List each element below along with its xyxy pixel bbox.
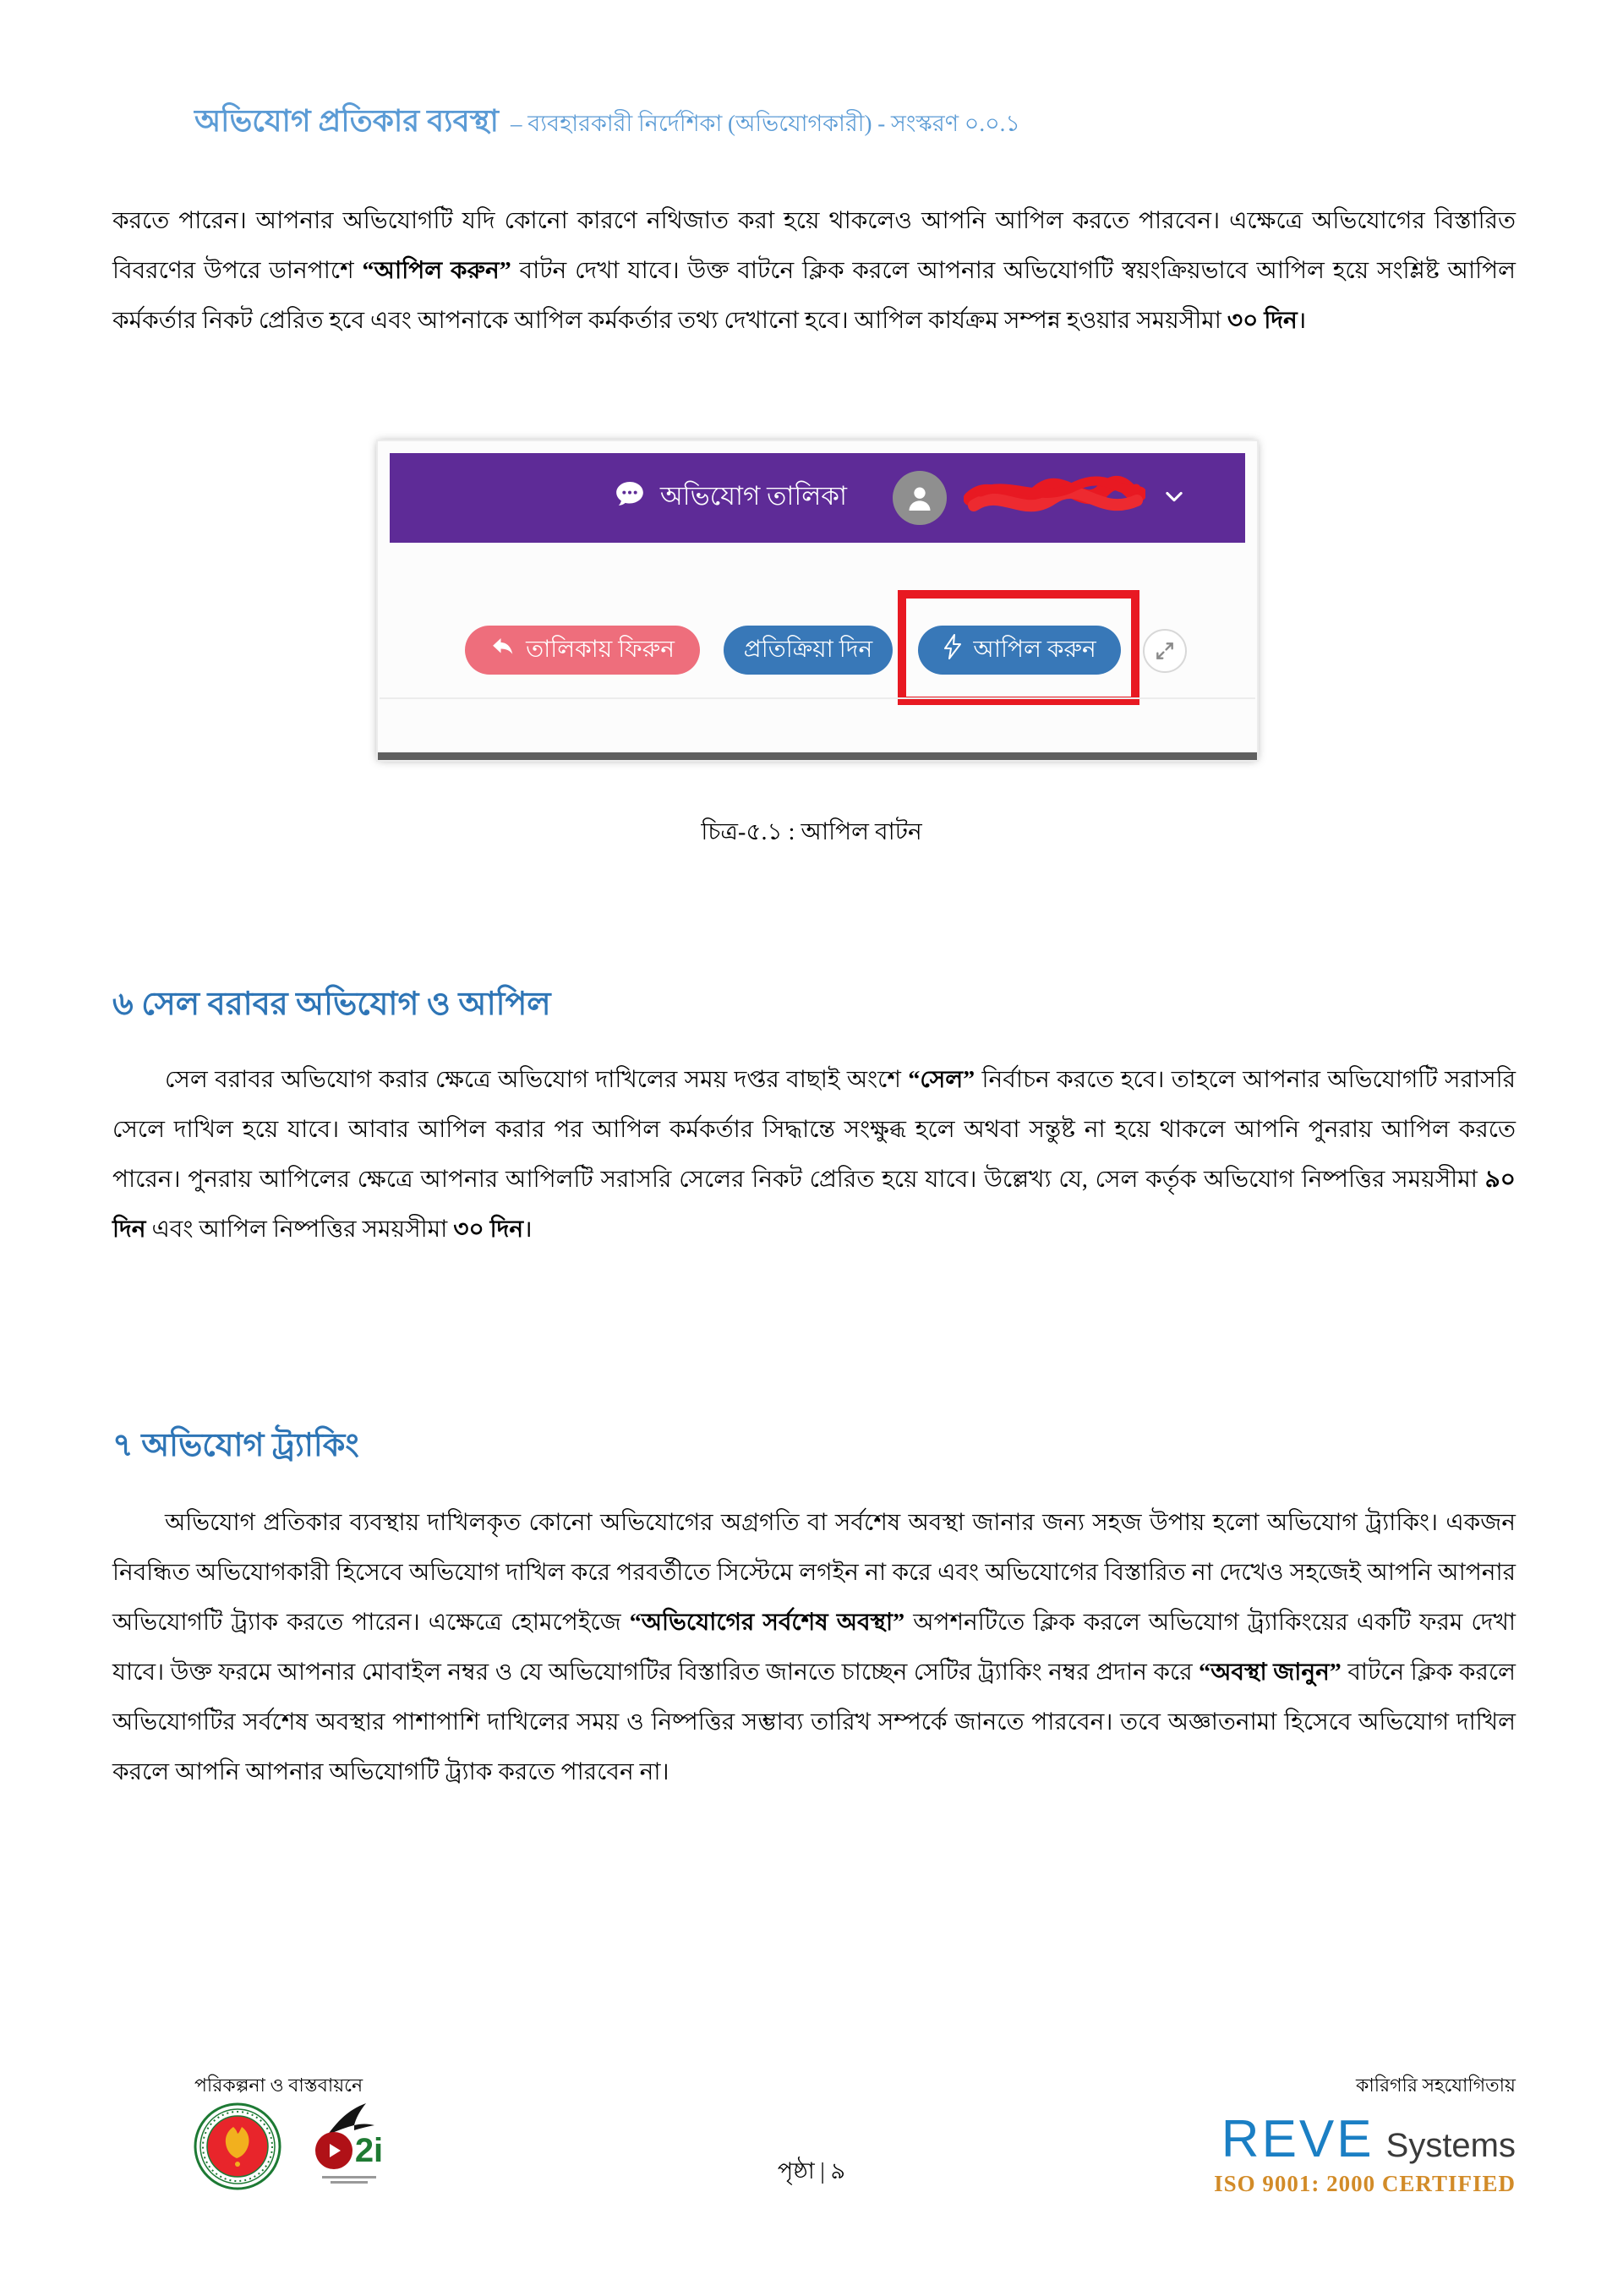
- section-7-heading: ৭ অভিযোগ ট্র্যাকিং: [112, 1428, 359, 1463]
- figure-navbar: [390, 453, 1245, 543]
- reve-systems-logo: [1214, 2110, 1516, 2197]
- figure-expand-button: [1143, 629, 1187, 673]
- section-7-paragraph: অভিযোগ প্রতিকার ব্যবস্থায় দাখিলকৃত কোনো অভিযোগের অগ্রগতি বা সর্বশেষ অবস্থা জানার জন্য সহজ উপায় হলো অভিযোগ ট্র্যাকিং। একজন নিবন্ধিত অভিযোগকারী হিসেবে অভিযোগ দাখিল করে পরবর্তীতে সিস্টেমে লগইন না করে এবং অভিযোগের বিস্তারিত না দেখেও সহজেই আপনি আপনার অভিযোগটি ট্র্যাক করতে পারেন। এক্ষেত্রে হোমপেইজে “অভিযোগের সর্বশেষ অবস্থা” অপশনটিতে ক্লিক করলে অভিযোগ ট্র্যাকিংয়ের একটি ফরম দেখা যাবে। উক্ত ফরমে আপনার মোবাইল নম্বর ও যে অভিযোগটির বিস্তারিত জানতে চাচ্ছেন সেটির ট্র্যাকিং নম্বর প্রদান করে “অবস্থা জানুন” বাটনে ক্লিক করলে অভিযোগটির সর্বশেষ অবস্থার পাশাপাশি দাখিলের সময় ও নিষ্পত্তির সম্ভাব্য তারিখ সম্পর্কে জানতে পারবেন। তবে অজ্ঞাতনামা হিসেবে অভিযোগ দাখিল করলে আপনি আপনার অভিযোগটি ট্র্যাক করতে পারবেন না।: [112, 1510, 1516, 1785]
- figure-divider: [380, 697, 1255, 699]
- back-arrow-icon: [490, 634, 516, 666]
- footer-technical-support-label: কারিগরি সহযোগিতায়: [1355, 2075, 1516, 2096]
- figure-caption: চিত্র-৫.১ : আপিল বাটন: [701, 819, 922, 845]
- reve-brand-text: REVE: [1221, 2110, 1374, 2168]
- document-subtitle: – ব্যবহারকারী নির্দেশিকা (অভিযোগকারী) - সংস্করণ ০.০.১: [510, 111, 1020, 136]
- figure-back-to-list-label: তালিকায় ফিরুন: [526, 636, 675, 663]
- section-6-paragraph: সেল বরাবর অভিযোগ করার ক্ষেত্রে অভিযোগ দাখিলের সময় দপ্তর বাছাই অংশে “সেল” নির্বাচন করতে হবে। তাহলে আপনার অভিযোগটি সরাসরি সেলে দাখিল হয়ে যাবে। আবার আপিল করার পর আপিল কর্মকর্তার সিদ্ধান্তে সংক্ষুব্ধ হলে অথবা সন্তুষ্ট না হয়ে থাকলে আপনি পুনরায় আপিল করতে পারেন। পুনরায় আপিলের ক্ষেত্রে আপনার আপিলটি সরাসরি সেলের নিকট প্রেরিত হয়ে যাবে। উল্লেখ্য যে, সেল কর্তৃক অভিযোগ নিষ্পত্তির সময়সীমা ৯০ দিন এবং আপিল নিষ্পত্তির সময়সীমা ৩০ দিন।: [112, 1067, 1516, 1243]
- page-number: পৃষ্ঠা | ৯: [777, 2158, 846, 2184]
- figure-respond-button: [724, 626, 893, 675]
- intro-paragraph: করতে পারেন। আপনার অভিযোগটি যদি কোনো কারণে নথিজাত করা হয়ে থাকলেও আপনি আপিল করতে পারবেন। এক্ষেত্রে অভিযোগের বিস্তারিত বিবরণের উপরে ডানপাশে “আপিল করুন” বাটন দেখা যাবে। উক্ত বাটনে ক্লিক করলে আপনার অভিযোগটি স্বয়ংক্রিয়ভাবে আপিল হয়ে সংশ্লিষ্ট আপিল কর্মকর্তার নিকট প্রেরিত হবে এবং আপনাকে আপিল কর্মকর্তার তথ্য দেখানো হবে। আপিল কার্যক্রম সম্পন্ন হওয়ার সময়সীমা ৩০ দিন।: [112, 208, 1516, 334]
- chevron-down-icon: [1162, 484, 1186, 512]
- bolt-icon: [943, 634, 963, 666]
- figure-respond-label: প্রতিক্রিয়া দিন: [743, 636, 873, 663]
- figure-appeal-label: আপিল করুন: [973, 636, 1096, 663]
- document-title: অভিযোগ প্রতিকার ব্যবস্থা: [194, 104, 499, 138]
- figure-appeal-button-screenshot: [378, 441, 1257, 760]
- avatar: [893, 471, 947, 525]
- figure-complaint-list-menu: [613, 476, 847, 520]
- person-icon: [903, 481, 937, 515]
- reve-iso-certification: ISO 9001: 2000 CERTIFIED: [1214, 2171, 1516, 2196]
- section-6-heading: ৬ সেল বরাবর অভিযোগ ও আপিল: [112, 987, 551, 1022]
- document-header: [194, 98, 1020, 149]
- footer-planning-label: পরিকল্পনা ও বাস্তবায়নে: [194, 2075, 363, 2096]
- a2i-wordmark-text: 2i: [354, 2132, 384, 2169]
- figure-appeal-button: [918, 626, 1121, 675]
- expand-arrows-icon: [1154, 640, 1176, 662]
- figure-back-to-list-button: [465, 626, 700, 675]
- redacted-username-scribble: [964, 470, 1145, 527]
- reve-suffix-text: Systems: [1385, 2127, 1516, 2164]
- figure-complaint-list-label: অভিযোগ তালিকা: [659, 481, 847, 511]
- chat-bubble-icon: [613, 478, 647, 518]
